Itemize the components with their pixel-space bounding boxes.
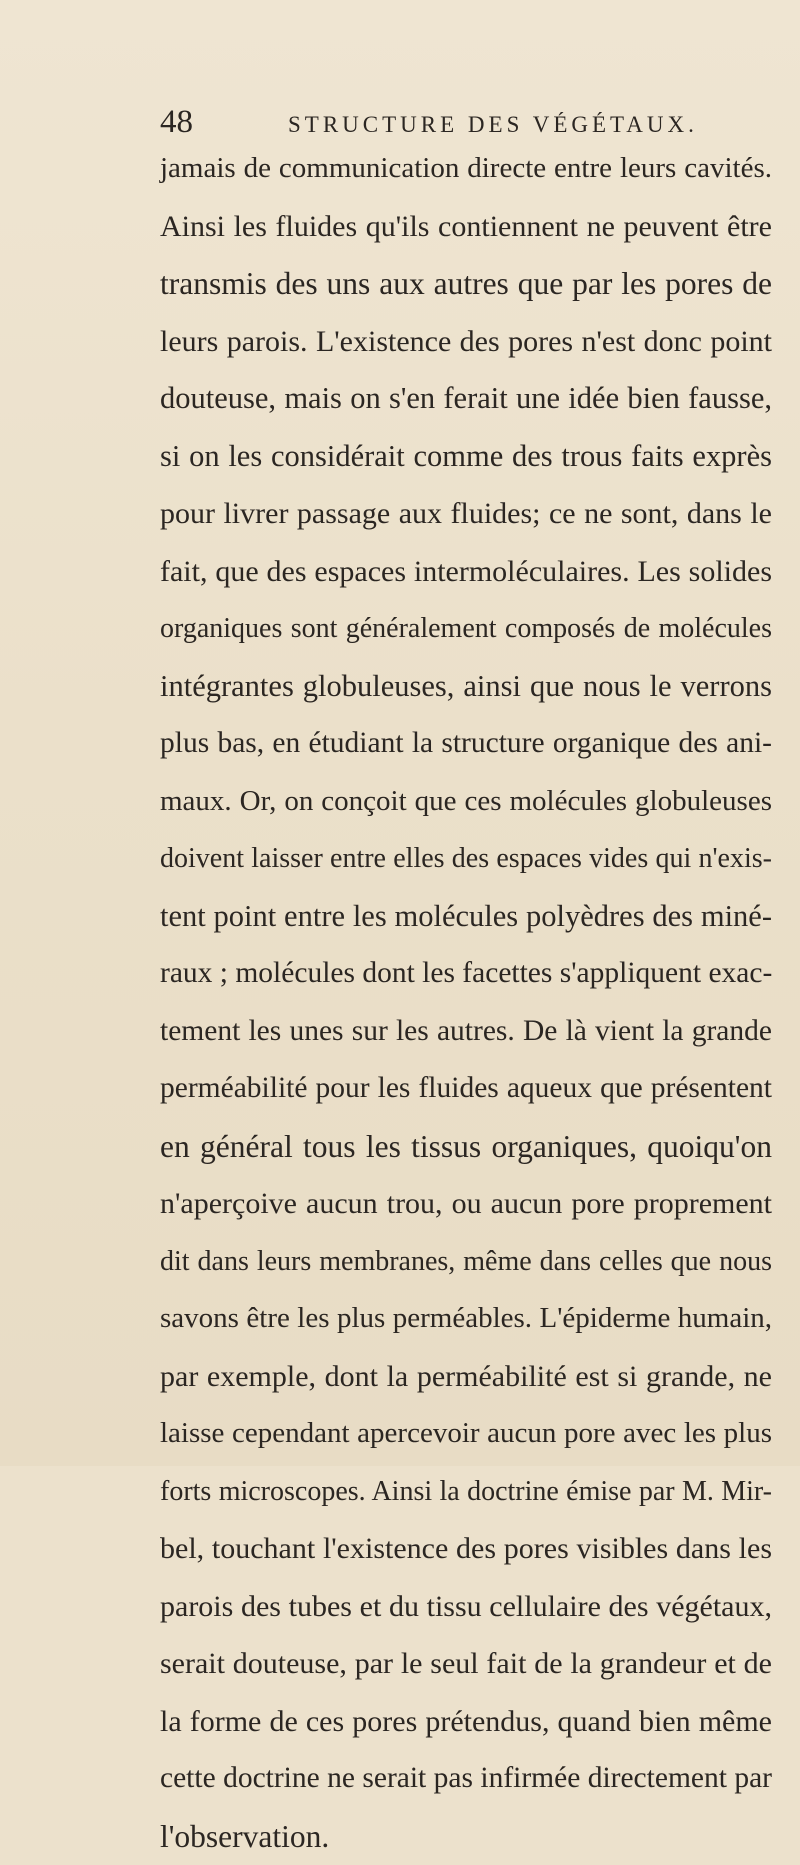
text-line: la forme de ces pores prétendus, quand bien même	[160, 1693, 772, 1751]
text-line: jamais de communication directe entre leurs cavités.	[160, 140, 772, 198]
text-line: perméabilité pour les fluides aqueux que présentent	[160, 1060, 772, 1118]
text-line: Ainsi les fluides qu'ils contiennent ne peuvent être	[160, 198, 772, 256]
text-line: si on les considérait comme des trous faits exprès	[160, 428, 772, 486]
text-line: savons être les plus perméables. L'épiderme humain,	[160, 1290, 772, 1348]
text-line: par exemple, dont la perméabilité est si grande, ne	[160, 1348, 772, 1406]
text-line: dit dans leurs membranes, même dans celles que nous	[160, 1233, 772, 1291]
text-line: intégrantes globuleuses, ainsi que nous le verrons	[160, 658, 772, 716]
text-line: plus bas, en étudiant la structure organique des ani-	[160, 715, 772, 773]
text-line: fait, que des espaces intermoléculaires. Les solides	[160, 543, 772, 601]
running-head: STRUCTURE DES VÉGÉTAUX.	[288, 112, 698, 138]
text-line: l'observation.	[160, 1808, 772, 1865]
text-line: organiques sont généralement composés de molécules	[160, 600, 772, 658]
text-line: leurs parois. L'existence des pores n'est donc point	[160, 313, 772, 371]
body-text	[160, 140, 772, 1865]
text-line: transmis des uns aux autres que par les pores de	[160, 255, 772, 313]
text-line: douteuse, mais on s'en ferait une idée bien fausse,	[160, 370, 772, 428]
text-line: parois des tubes et du tissu cellulaire des végétaux,	[160, 1578, 772, 1636]
text-line: n'aperçoive aucun trou, ou aucun pore proprement	[160, 1175, 772, 1233]
text-line: maux. Or, on conçoit que ces molécules globuleuses	[160, 773, 772, 831]
text-line: tement les unes sur les autres. De là vient la grande	[160, 1003, 772, 1061]
text-line: pour livrer passage aux fluides; ce ne sont, dans le	[160, 485, 772, 543]
text-line: bel, touchant l'existence des pores visibles dans les	[160, 1520, 772, 1578]
page-number: 48	[160, 104, 193, 141]
text-line: forts microscopes. Ainsi la doctrine émise par M. Mir-	[160, 1463, 772, 1521]
text-line: serait douteuse, par le seul fait de la grandeur et de	[160, 1635, 772, 1693]
text-line: raux ; molécules dont les facettes s'appliquent exac-	[160, 945, 772, 1003]
text-line: doivent laisser entre elles des espaces vides qui n'exis-	[160, 830, 772, 888]
text-line: tent point entre les molécules polyèdres des miné-	[160, 888, 772, 946]
text-line: cette doctrine ne serait pas infirmée directement par	[160, 1750, 772, 1808]
text-line: laisse cependant apercevoir aucun pore avec les plus	[160, 1405, 772, 1463]
text-line: en général tous les tissus organiques, quoiqu'on	[160, 1118, 772, 1176]
